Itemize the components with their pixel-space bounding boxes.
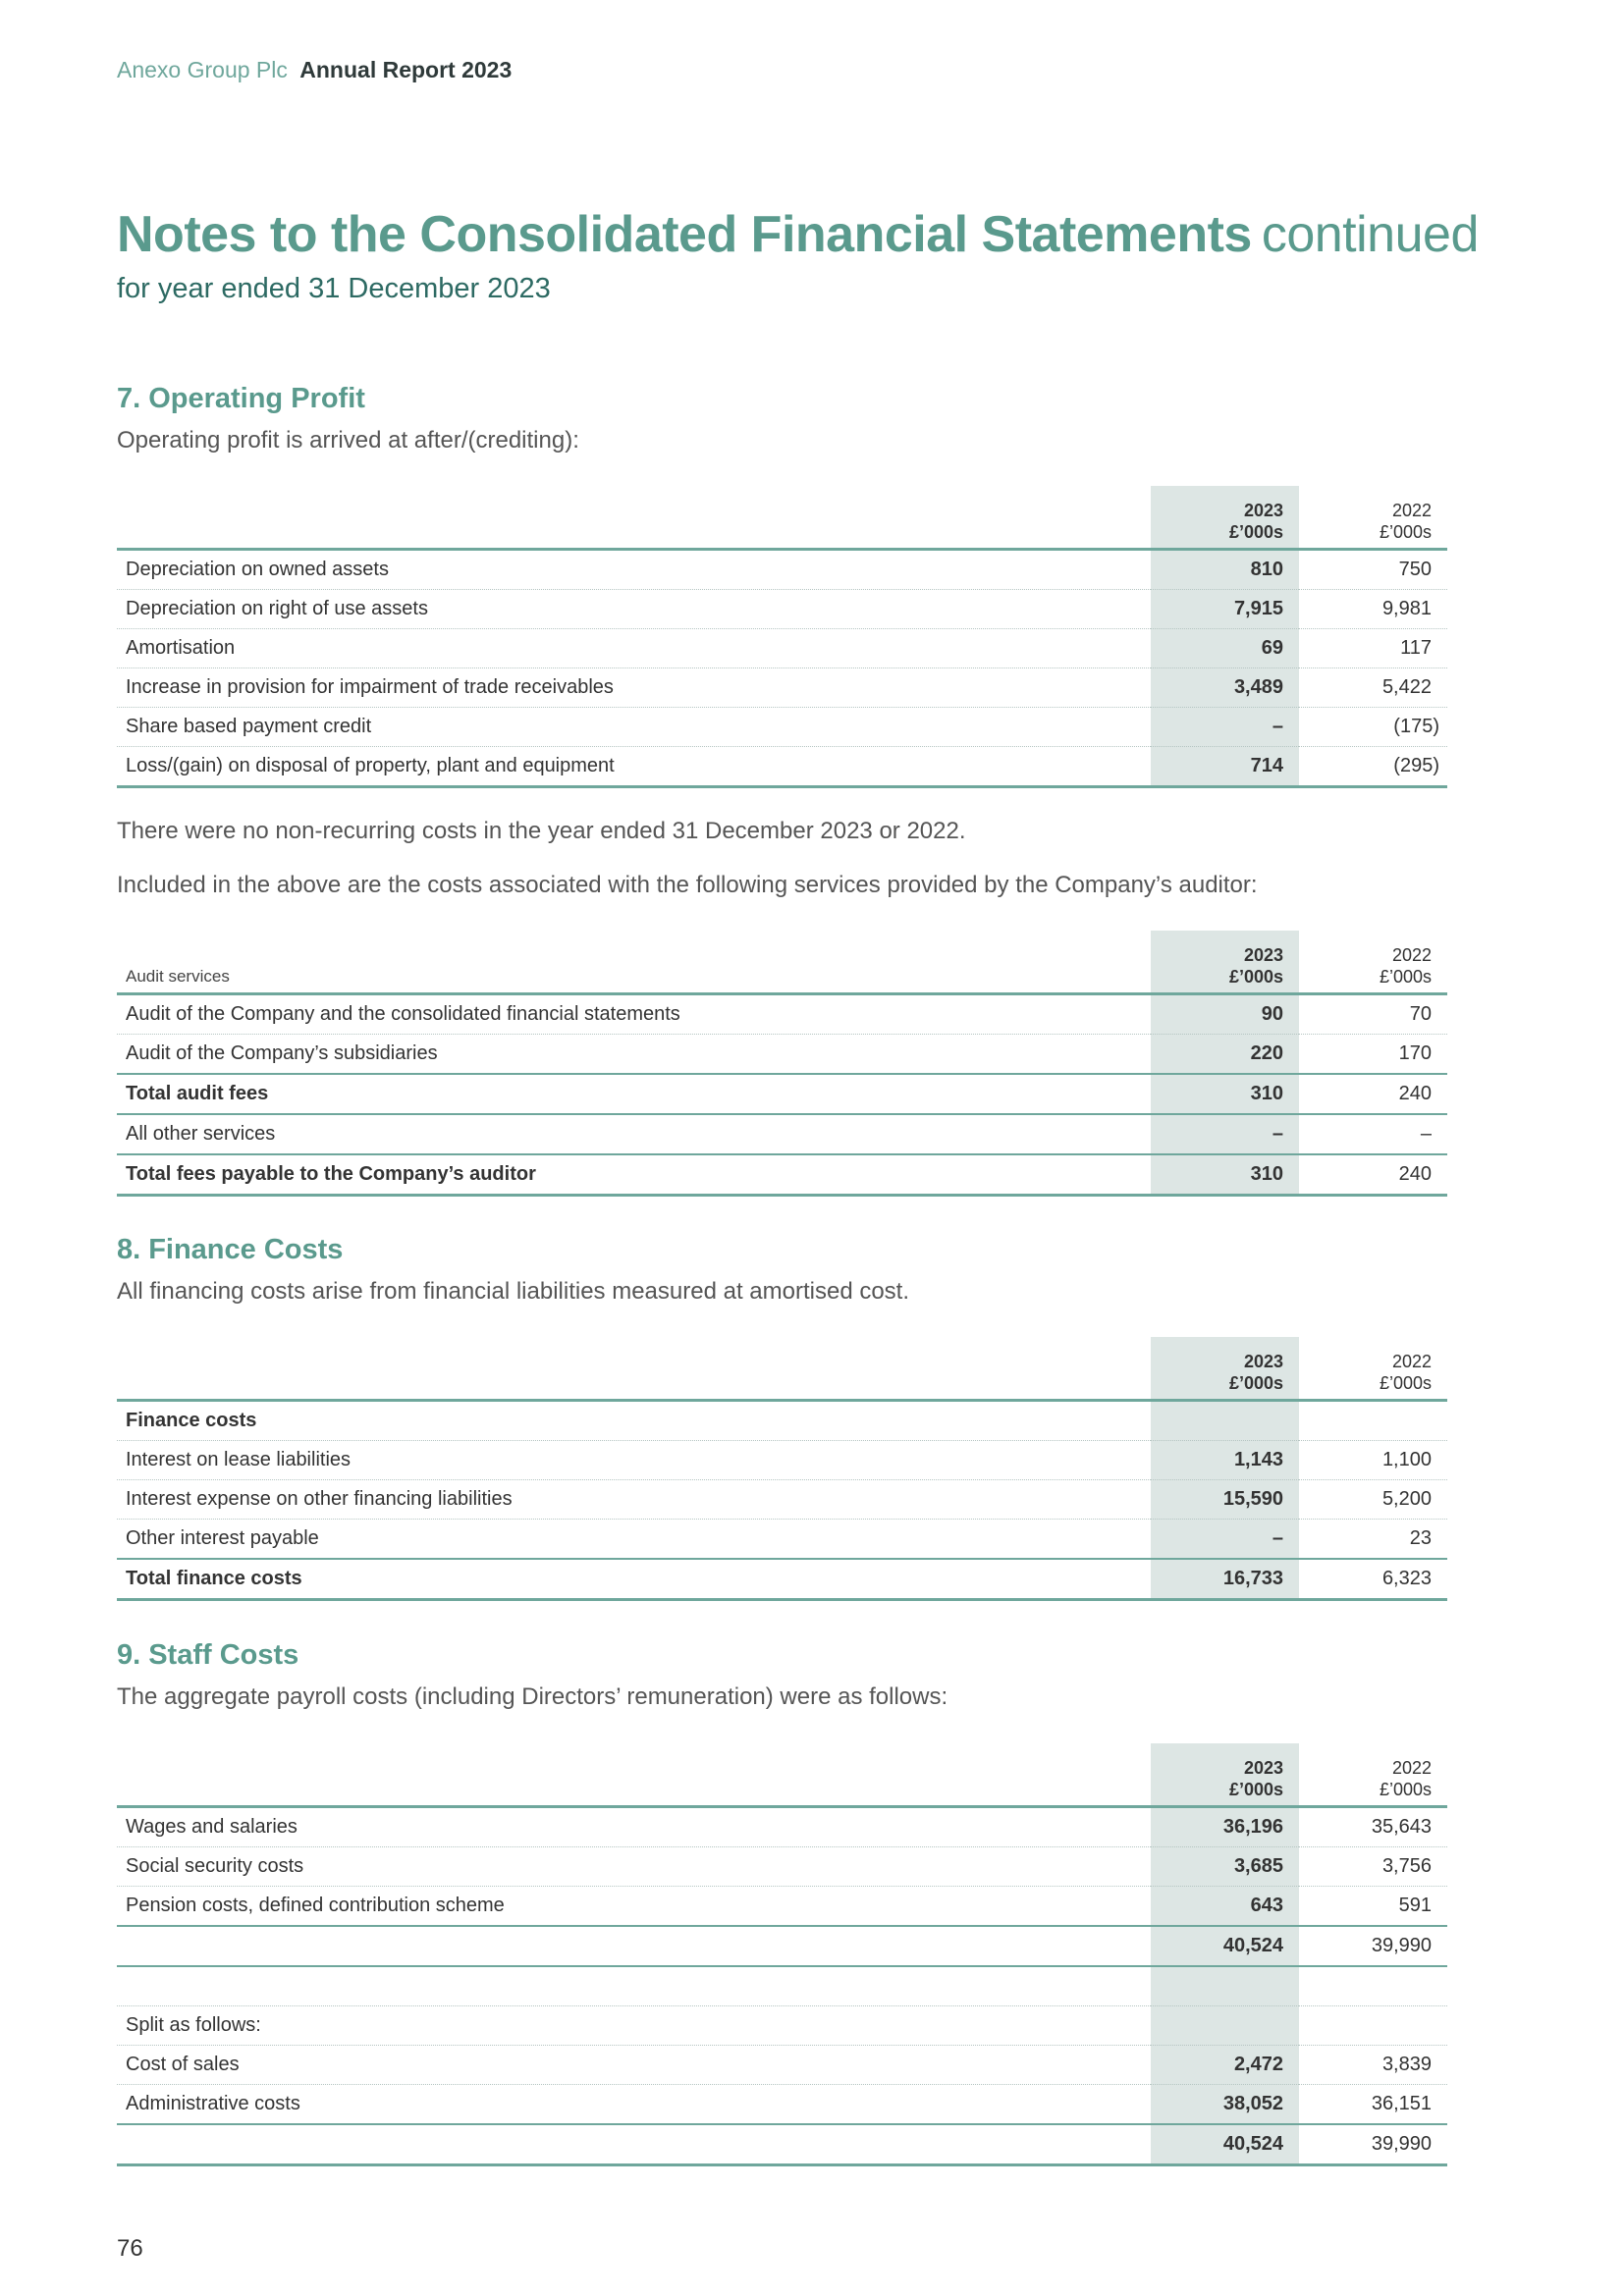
row-label: All other services [117, 1114, 1151, 1154]
section-staff-costs [117, 1639, 1447, 1711]
value-2022: 3,839 [1299, 2046, 1447, 2085]
value-2023: 1,143 [1151, 1441, 1299, 1480]
row-label: Depreciation on owned assets [117, 550, 1151, 590]
table-row [117, 2006, 1447, 2046]
row-label: Administrative costs [117, 2085, 1151, 2125]
finance-costs-table-wrap [117, 1337, 1447, 1601]
value-2023: 3,489 [1151, 668, 1299, 708]
header-label [117, 1337, 1151, 1401]
unit-label: £’000s [1379, 522, 1432, 542]
header-2023 [1151, 1743, 1299, 1807]
row-label: Interest on lease liabilities [117, 1441, 1151, 1480]
header-label: Audit services [117, 931, 1151, 994]
finance-costs-table [117, 1337, 1447, 1601]
value-2022: 39,990 [1299, 1926, 1447, 1966]
audit-services-table-wrap [117, 931, 1447, 1197]
header-2022 [1299, 1743, 1447, 1807]
value-2022: 1,100 [1299, 1441, 1447, 1480]
section-intro: All financing costs arise from financial liabilities measured at amortised cost. [117, 1278, 910, 1305]
value-2022: 9,981 [1299, 590, 1447, 629]
value-2022: 23 [1299, 1520, 1447, 1560]
running-header [117, 57, 512, 83]
table-row [117, 747, 1447, 787]
year-label: 2023 [1243, 1352, 1283, 1371]
section-title: Finance Costs [148, 1234, 344, 1265]
table-row-total [117, 1074, 1447, 1114]
company-name: Anexo Group Plc [117, 57, 288, 82]
value-2022: 6,323 [1299, 1559, 1447, 1600]
value-2023: 643 [1151, 1887, 1299, 1927]
unit-label: £’000s [1228, 522, 1283, 542]
row-label: Share based payment credit [117, 708, 1151, 747]
table-row [117, 1520, 1447, 1560]
page-title-main: Notes to the Consolidated Financial Statements [117, 206, 1252, 263]
table-row-subtotal [117, 1926, 1447, 1966]
value-2023: 810 [1151, 550, 1299, 590]
unit-label: £’000s [1228, 1373, 1283, 1393]
section-title: Staff Costs [148, 1639, 299, 1671]
value-2023: 16,733 [1151, 1559, 1299, 1600]
audit-services-table [117, 931, 1447, 1197]
row-label: Amortisation [117, 629, 1151, 668]
value-2022 [1299, 1401, 1447, 1441]
staff-costs-table [117, 1743, 1447, 2166]
value-2023: 310 [1151, 1074, 1299, 1114]
value-2022: 170 [1299, 1035, 1447, 1075]
section-number: 8. [117, 1234, 141, 1265]
value-2023: 90 [1151, 994, 1299, 1035]
value-2022: 240 [1299, 1154, 1447, 1196]
unit-label: £’000s [1228, 1780, 1283, 1799]
note-non-recurring: There were no non-recurring costs in the year ended 31 December 2023 or 2022. [117, 818, 966, 844]
row-label: Total audit fees [117, 1074, 1151, 1114]
table-header-row [117, 486, 1447, 550]
report-name: Annual Report 2023 [299, 57, 513, 82]
row-label: Finance costs [117, 1401, 1151, 1441]
row-label [117, 1966, 1151, 2006]
header-2022 [1299, 1337, 1447, 1401]
section-intro: The aggregate payroll costs (including Directors’ remuneration) were as follows: [117, 1683, 948, 1710]
table-header-row [117, 931, 1447, 994]
table-row [117, 1114, 1447, 1154]
row-label: Depreciation on right of use assets [117, 590, 1151, 629]
value-2023 [1151, 1966, 1299, 2006]
operating-profit-table-wrap [117, 486, 1447, 788]
value-2022: 591 [1299, 1887, 1447, 1927]
table-row-spacer [117, 1966, 1447, 2006]
table-row [117, 708, 1447, 747]
year-label: 2022 [1391, 1758, 1432, 1778]
year-label: 2022 [1391, 501, 1432, 520]
table-row [117, 1847, 1447, 1887]
value-2023: 310 [1151, 1154, 1299, 1196]
page-number: 76 [117, 2235, 143, 2262]
value-2022: (295) [1299, 747, 1447, 787]
value-2023: 40,524 [1151, 2124, 1299, 2165]
value-2023: 220 [1151, 1035, 1299, 1075]
table-row-subheading [117, 1401, 1447, 1441]
table-row [117, 1887, 1447, 1927]
value-2023: 714 [1151, 747, 1299, 787]
value-2023 [1151, 1401, 1299, 1441]
table-row [117, 1035, 1447, 1075]
section-finance-costs [117, 1234, 1447, 1306]
operating-profit-table [117, 486, 1447, 788]
value-2022: 39,990 [1299, 2124, 1447, 2165]
row-label: Interest expense on other financing liabilities [117, 1480, 1151, 1520]
value-2023: 15,590 [1151, 1480, 1299, 1520]
note-auditor-services: Included in the above are the costs associated with the following services provided by the Company’s auditor: [117, 872, 1258, 898]
header-2023 [1151, 931, 1299, 994]
row-label: Total finance costs [117, 1559, 1151, 1600]
row-label: Pension costs, defined contribution scheme [117, 1887, 1151, 1927]
unit-label: £’000s [1379, 1780, 1432, 1799]
section-intro: Operating profit is arrived at after/(crediting): [117, 427, 579, 454]
table-row-total [117, 1154, 1447, 1196]
row-label [117, 2124, 1151, 2165]
header-2023 [1151, 486, 1299, 550]
header-label [117, 1743, 1151, 1807]
value-2023: 69 [1151, 629, 1299, 668]
value-2022: 117 [1299, 629, 1447, 668]
row-label: Audit of the Company and the consolidated financial statements [117, 994, 1151, 1035]
header-label [117, 486, 1151, 550]
table-row [117, 668, 1447, 708]
row-label: Loss/(gain) on disposal of property, plant and equipment [117, 747, 1151, 787]
header-2022 [1299, 931, 1447, 994]
row-label: Split as follows: [117, 2006, 1151, 2046]
table-header-row [117, 1337, 1447, 1401]
value-2023: – [1151, 1520, 1299, 1560]
header-2022 [1299, 486, 1447, 550]
table-row [117, 2085, 1447, 2125]
table-row-total [117, 2124, 1447, 2165]
table-row [117, 994, 1447, 1035]
table-row-total [117, 1559, 1447, 1600]
unit-label: £’000s [1228, 967, 1283, 987]
page-subtitle: for year ended 31 December 2023 [117, 273, 551, 304]
unit-label: £’000s [1379, 1373, 1432, 1393]
section-number: 7. [117, 383, 141, 414]
value-2022: – [1299, 1114, 1447, 1154]
row-label: Social security costs [117, 1847, 1151, 1887]
value-2023: 36,196 [1151, 1807, 1299, 1847]
row-label: Total fees payable to the Company’s auditor [117, 1154, 1151, 1196]
value-2023: 38,052 [1151, 2085, 1299, 2125]
value-2022: 70 [1299, 994, 1447, 1035]
value-2023: 3,685 [1151, 1847, 1299, 1887]
page-title-block [117, 204, 1479, 305]
value-2022: 35,643 [1299, 1807, 1447, 1847]
value-2022: (175) [1299, 708, 1447, 747]
section-title: Operating Profit [148, 383, 365, 414]
row-label: Audit of the Company’s subsidiaries [117, 1035, 1151, 1075]
value-2023: 40,524 [1151, 1926, 1299, 1966]
year-label: 2023 [1243, 501, 1283, 520]
year-label: 2022 [1391, 1352, 1432, 1371]
section-heading [117, 1234, 1447, 1266]
table-header-row [117, 1743, 1447, 1807]
row-label: Cost of sales [117, 2046, 1151, 2085]
value-2022: 240 [1299, 1074, 1447, 1114]
row-label [117, 1926, 1151, 1966]
value-2022: 5,200 [1299, 1480, 1447, 1520]
table-row [117, 1480, 1447, 1520]
year-label: 2023 [1243, 945, 1283, 965]
staff-costs-table-wrap [117, 1743, 1447, 2166]
value-2022 [1299, 1966, 1447, 2006]
value-2022: 5,422 [1299, 668, 1447, 708]
value-2023: 7,915 [1151, 590, 1299, 629]
table-row [117, 550, 1447, 590]
value-2023: 2,472 [1151, 2046, 1299, 2085]
value-2023: – [1151, 708, 1299, 747]
table-row [117, 1807, 1447, 1847]
row-label: Increase in provision for impairment of trade receivables [117, 668, 1151, 708]
value-2022: 3,756 [1299, 1847, 1447, 1887]
unit-label: £’000s [1379, 967, 1432, 987]
row-label: Wages and salaries [117, 1807, 1151, 1847]
value-2023: – [1151, 1114, 1299, 1154]
table-row [117, 1441, 1447, 1480]
value-2022 [1299, 2006, 1447, 2046]
value-2022: 750 [1299, 550, 1447, 590]
year-label: 2023 [1243, 1758, 1283, 1778]
value-2023 [1151, 2006, 1299, 2046]
page-title [117, 204, 1479, 265]
table-row [117, 629, 1447, 668]
section-operating-profit [117, 383, 1447, 454]
page-title-continued: continued [1261, 206, 1479, 263]
section-heading [117, 1639, 1447, 1672]
table-row [117, 2046, 1447, 2085]
year-label: 2022 [1391, 945, 1432, 965]
header-2023 [1151, 1337, 1299, 1401]
section-number: 9. [117, 1639, 141, 1671]
value-2022: 36,151 [1299, 2085, 1447, 2125]
section-heading [117, 383, 1447, 415]
row-label: Other interest payable [117, 1520, 1151, 1560]
table-row [117, 590, 1447, 629]
